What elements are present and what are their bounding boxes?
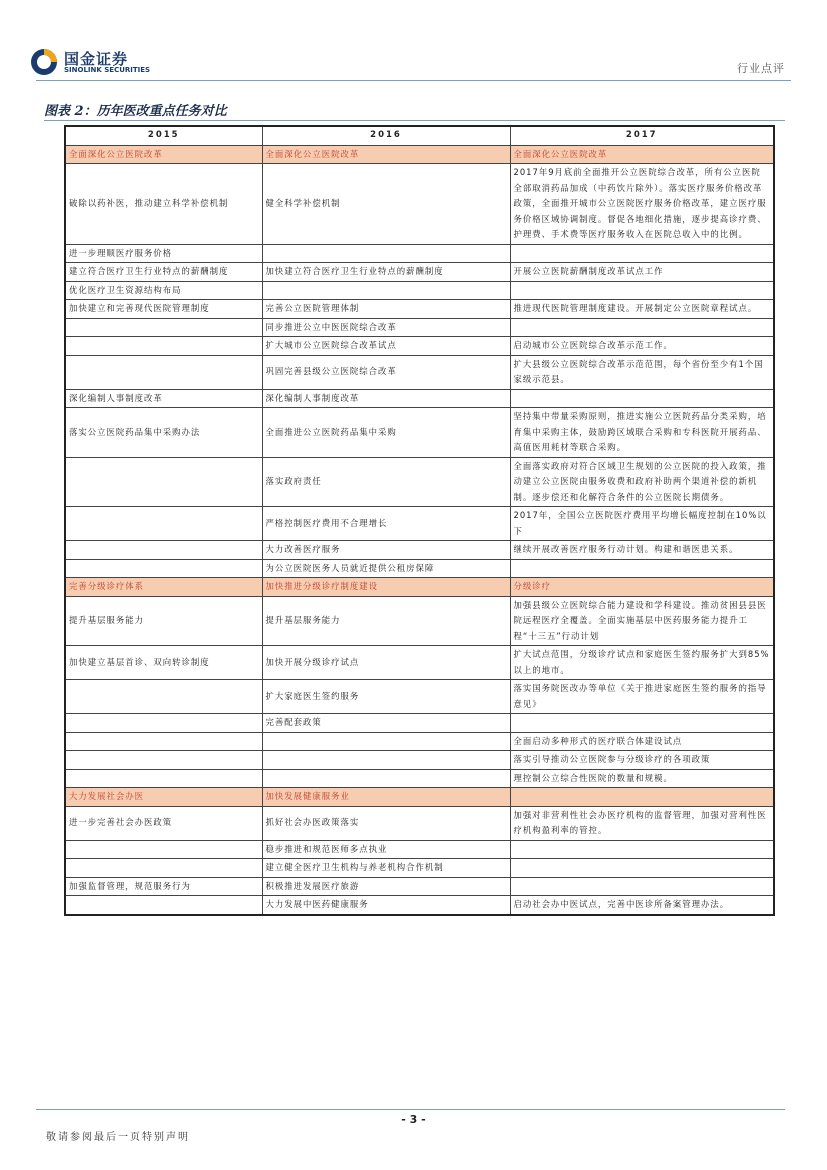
table-cell: 继续开展改善医疗服务行动计划。构建和谐医患关系。: [510, 541, 774, 560]
table-cell: 扩大家庭医生签约服务: [262, 680, 510, 714]
table-cell: 落实公立医院药品集中采购办法: [65, 408, 262, 458]
table-row: [65, 263, 774, 282]
table-cell: 全面深化公立医院改革: [65, 145, 262, 164]
table-cell: 全面推进公立医院药品集中采购: [262, 408, 510, 458]
table-cell: [510, 877, 774, 896]
table-cell: 为公立医院医务人员就近提供公租房保障: [262, 559, 510, 578]
page-number: - 3 -: [401, 1113, 426, 1126]
table-cell: [510, 244, 774, 263]
table-cell: 加快建立符合医疗卫生行业特点的薪酬制度: [262, 263, 510, 282]
table-row: [65, 896, 774, 915]
table-row: [65, 457, 774, 507]
table-cell: [65, 507, 262, 541]
column-header-2016: 2016: [262, 126, 510, 145]
logo-english-name: SINOLINK SECURITIES: [64, 66, 151, 74]
table-cell: 启动社会办中医试点，完善中医诊所备案管理办法。: [510, 896, 774, 915]
table-cell: 提升基层服务能力: [262, 596, 510, 646]
table-row: [65, 337, 774, 356]
table-cell: 稳步推进和规范医师多点执业: [262, 840, 510, 859]
table-cell: 启动城市公立医院综合改革示范工作。: [510, 337, 774, 356]
table-row: [65, 389, 774, 408]
report-type-tag: 行业点评: [737, 62, 785, 75]
table-cell: 加快开展分级诊疗试点: [262, 646, 510, 680]
table-cell: 建立健全医疗卫生机构与养老机构合作机制: [262, 859, 510, 878]
table-row: [65, 281, 774, 300]
table-row: [65, 559, 774, 578]
column-header-2017: 2017: [510, 126, 774, 145]
table-cell: [65, 318, 262, 337]
disclaimer-note: 敬请参阅最后一页特别声明: [46, 1132, 190, 1143]
table-cell: [262, 732, 510, 751]
table-cell: 加强县级公立医院综合能力建设和学科建设。推动贫困县县医院远程医疗全覆盖。全面实施基层中医药服务能力提升工程“十三五”行动计划: [510, 596, 774, 646]
sinolink-logo-icon: [30, 48, 58, 76]
column-header-2015: 2015: [65, 126, 262, 145]
table-cell: [65, 896, 262, 915]
table-cell: 严格控制医疗费用不合理增长: [262, 507, 510, 541]
table-cell: [262, 244, 510, 263]
table-row: [65, 751, 774, 770]
table-row: [65, 877, 774, 896]
footer-divider: [36, 1109, 785, 1110]
table-cell: 加强对非营利性社会办医疗机构的监督管理，加强对营利性医疗机构盈利率的管控。: [510, 806, 774, 840]
section-header-row: [65, 788, 774, 807]
table-cell: [65, 559, 262, 578]
table-cell: 深化编制人事制度改革: [262, 389, 510, 408]
table-cell: 加强监督管理，规范服务行为: [65, 877, 262, 896]
section-header-row: [65, 145, 774, 164]
table-cell: [510, 559, 774, 578]
table-cell: 大力发展社会办医: [65, 788, 262, 807]
table-cell: 扩大县级公立医院综合改革示范范围，每个省份至少有1个国家级示范县。: [510, 355, 774, 389]
table-cell: 进一步完善社会办医政策: [65, 806, 262, 840]
table-cell: [262, 281, 510, 300]
table-row: [65, 300, 774, 319]
table-row: [65, 732, 774, 751]
table-row: [65, 596, 774, 646]
table-cell: 全面深化公立医院改革: [510, 145, 774, 164]
table-cell: [510, 788, 774, 807]
table-header-row: [65, 126, 774, 145]
table-cell: 扩大城市公立医院综合改革试点: [262, 337, 510, 356]
table-cell: 进一步理顺医疗服务价格: [65, 244, 262, 263]
table-cell: 全面落实政府对符合区域卫生规划的公立医院的投入政策，推动建立公立医院由服务收费和政府补助两个渠道补偿的新机制。逐步偿还和化解符合条件的公立医院长期债务。: [510, 457, 774, 507]
table-row: [65, 840, 774, 859]
table-cell: 加快发展健康服务业: [262, 788, 510, 807]
table-cell: 破除以药补医，推动建立科学补偿机制: [65, 164, 262, 245]
table-cell: 理控制公立综合性医院的数量和规模。: [510, 769, 774, 788]
table-cell: 巩固完善县级公立医院综合改革: [262, 355, 510, 389]
table-cell: [65, 337, 262, 356]
table-cell: 完善公立医院管理体制: [262, 300, 510, 319]
table-row: [65, 408, 774, 458]
table-row: [65, 507, 774, 541]
header-divider: [36, 80, 791, 81]
table-cell: 积极推进发展医疗旅游: [262, 877, 510, 896]
chart-title: 图表 2：历年医改重点任务对比: [44, 104, 227, 119]
table-cell: [65, 859, 262, 878]
table-cell: [510, 281, 774, 300]
table-cell: [510, 318, 774, 337]
table-row: [65, 541, 774, 560]
table-cell: [262, 751, 510, 770]
table-cell: 2017年9月底前全面推开公立医院综合改革，所有公立医院全部取消药品加成（中药饮片除外）。落实医疗服务价格改革政策，全面推开城市公立医院医疗服务价格改革，建立医疗服务价格区域协调制度。督促各地细化措施，逐步提高诊疗费、护理费、手术费等医疗服务收入在医院总收入中的比例。: [510, 164, 774, 245]
table-row: [65, 859, 774, 878]
table-row: [65, 164, 774, 245]
table-cell: 大力改善医疗服务: [262, 541, 510, 560]
table-cell: 完善配套政策: [262, 714, 510, 733]
table-cell: [510, 714, 774, 733]
table-cell: 优化医疗卫生资源结构布局: [65, 281, 262, 300]
section-header-row: [65, 578, 774, 597]
table-row: [65, 714, 774, 733]
table-cell: 同步推进公立中医医院综合改革: [262, 318, 510, 337]
table-cell: [65, 541, 262, 560]
table-cell: 大力发展中医药健康服务: [262, 896, 510, 915]
table-cell: 落实国务院医改办等单位《关于推进家庭医生签约服务的指导意见》: [510, 680, 774, 714]
table-cell: [65, 457, 262, 507]
table-cell: 健全科学补偿机制: [262, 164, 510, 245]
table-cell: [65, 732, 262, 751]
sinolink-logo: [30, 46, 160, 78]
table-row: [65, 646, 774, 680]
table-cell: 推进现代医院管理制度建设。开展制定公立医院章程试点。: [510, 300, 774, 319]
table-cell: 加快推进分级诊疗制度建设: [262, 578, 510, 597]
table-row: [65, 680, 774, 714]
table-cell: 抓好社会办医政策落实: [262, 806, 510, 840]
logo-chinese-name: 国金证券: [64, 50, 129, 68]
table-cell: [262, 769, 510, 788]
reform-comparison-table: [64, 125, 775, 916]
table-cell: 落实引导推动公立医院参与分级诊疗的各项政策: [510, 751, 774, 770]
table-cell: [510, 859, 774, 878]
table-cell: 全面启动多种形式的医疗联合体建设试点: [510, 732, 774, 751]
table-cell: 落实政府责任: [262, 457, 510, 507]
table-cell: 完善分级诊疗体系: [65, 578, 262, 597]
table-cell: 提升基层服务能力: [65, 596, 262, 646]
title-divider: [44, 120, 785, 121]
table-row: [65, 244, 774, 263]
table-cell: [510, 389, 774, 408]
table-cell: 深化编制人事制度改革: [65, 389, 262, 408]
table-cell: 全面深化公立医院改革: [262, 145, 510, 164]
table-cell: 分级诊疗: [510, 578, 774, 597]
table-row: [65, 355, 774, 389]
table-row: [65, 769, 774, 788]
table-cell: 2017年，全国公立医院医疗费用平均增长幅度控制在10%以下: [510, 507, 774, 541]
table-cell: 开展公立医院薪酬制度改革试点工作: [510, 263, 774, 282]
table-cell: [65, 714, 262, 733]
table-cell: [65, 680, 262, 714]
table-row: [65, 806, 774, 840]
table-cell: 坚持集中带量采购原则，推进实施公立医院药品分类采购，培育集中采购主体，鼓励跨区域联合采购和专科医院开展药品、高值医用耗材等联合采购。: [510, 408, 774, 458]
table-cell: [65, 751, 262, 770]
table-cell: [510, 840, 774, 859]
table-cell: [65, 355, 262, 389]
table-cell: 加快建立基层首诊、双向转诊制度: [65, 646, 262, 680]
table-cell: 加快建立和完善现代医院管理制度: [65, 300, 262, 319]
table-cell: [65, 840, 262, 859]
table-cell: 建立符合医疗卫生行业特点的薪酬制度: [65, 263, 262, 282]
table-cell: [65, 769, 262, 788]
table-cell: 扩大试点范围，分级诊疗试点和家庭医生签约服务扩大到85%以上的地市。: [510, 646, 774, 680]
table-row: [65, 318, 774, 337]
